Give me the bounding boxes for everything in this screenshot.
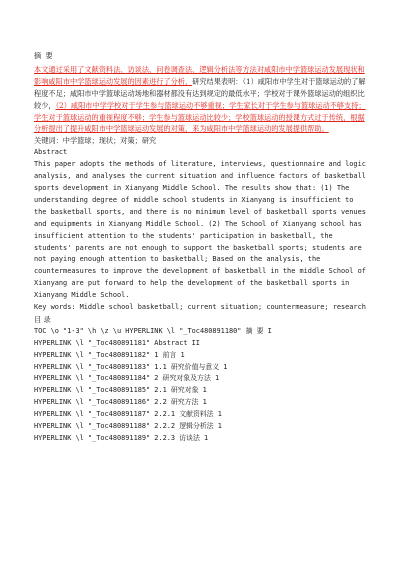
abstract-cn-body <box>34 64 370 135</box>
toc-heading: 目 录 <box>34 314 51 324</box>
abstract-en-keywords: Key words: Middle school basketball; current situation; countermeasure; research <box>34 303 366 312</box>
abstract-cn-keywords: 关键词：中学篮球；现状；对策；研究 <box>34 136 157 146</box>
toc-line[interactable]: HYPERLINK \l "_Toc480891188" 2.2.2 逻辑分析法 1 <box>34 422 222 431</box>
toc-line[interactable]: TOC \o "1-3" \h \z \u HYPERLINK \l "_Toc480891180" 摘 要 I <box>34 326 272 335</box>
abstract-cn-red-intro: 本文通过采用了文献资料法、访谈法、问卷调查法、逻辑分析法等方法对咸阳市中学篮球运动发展现状和影响咸阳市中学篮球运动发展的因素进行了分析， <box>34 64 365 86</box>
toc-line[interactable]: HYPERLINK \l "_Toc480891181" Abstract II <box>34 338 200 347</box>
toc-line[interactable]: HYPERLINK \l "_Toc480891186" 2.2 研究方法 1 <box>34 398 207 407</box>
abstract-en-body: This paper adopts the methods of literature, interviews, questionnaire and logic analysis, and analyses the current situation and influence factors of basketball sports development in Xianyang Middle School. The results show that: (1) The understanding degree of middle school students in Xianyang is insufficient to the basketball sports, and there is no minimum level of basketball sports venues and equipments in Xianyang Middle School. (2) The School of Xianyang school has insufficient attention to the students' participation in basketball, the students' parents are not enough to support the basketball sports; students are not paying enough attention to basketball; Based on the analysis, the countermeasures to improve the development of basketball in the middle School of Xianyang are put forward to help the development of the basketball sports in Xianyang Middle School. <box>34 160 366 300</box>
toc-line[interactable]: HYPERLINK \l "_Toc480891187" 2.2.1 文献资料法 1 <box>34 410 222 419</box>
abstract-en-heading: Abstract <box>34 148 68 157</box>
abstract-cn-red-result-2: （2）咸阳市中学学校对于学生参与篮球运动不够重视；学生家长对于学生参与篮球运动不够支持；学生对于篮球运动的重视程度不够；学生参与篮球运动比较少；学校篮球运动的授课方式过于传统， <box>34 100 366 122</box>
abstract-cn-red-conclusion: 根据分析提出了提升咸阳市中学篮球运动发展的对策，来为咸阳市中学篮球运动的发展提供帮助。 <box>34 112 365 134</box>
toc-line[interactable]: HYPERLINK \l "_Toc480891189" 2.2.3 访谈法 1 <box>34 434 209 442</box>
toc-line[interactable]: HYPERLINK \l "_Toc480891182" 1 前言 1 <box>34 350 185 359</box>
toc-line[interactable]: HYPERLINK \l "_Toc480891183" 1.1 研究价值与意义 1 <box>34 362 228 371</box>
toc-list <box>34 326 370 445</box>
abstract-cn-heading: 摘 要 <box>34 51 54 60</box>
toc-line[interactable]: HYPERLINK \l "_Toc480891184" 2 研究对象及方法 1 <box>34 374 220 383</box>
abstract-cn-result-1: 研究结果表明：（1）咸阳市中学生对于篮球运动的了解程度不足；咸阳市中学篮球运动场地和器材都没有达到规定的最低水平；学校对于课外篮球运动的组织比较少， <box>34 76 366 110</box>
toc-line[interactable]: HYPERLINK \l "_Toc480891185" 2.1 研究对象 1 <box>34 386 207 395</box>
